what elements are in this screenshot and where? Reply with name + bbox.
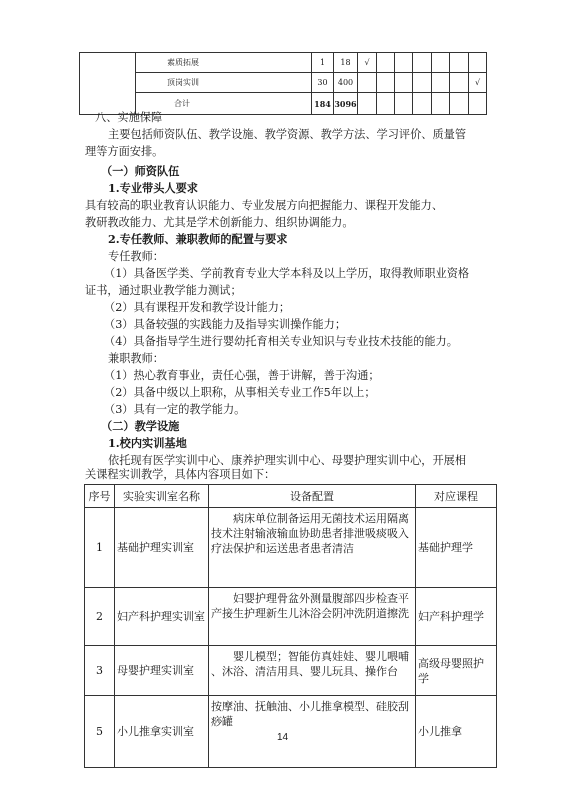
header-course: 对应课程 <box>416 485 497 508</box>
paragraph-line: 关课程实训教学，具体内容项目如下： <box>85 468 276 481</box>
table-row <box>80 73 487 93</box>
item-title: 1.专业带头人要求 <box>108 181 198 195</box>
item-title: 2.专任教师、兼职教师的配置与要求 <box>108 232 288 246</box>
total-hours: 3096 <box>334 93 358 115</box>
paragraph-line: 教研教改能力、尤其是学术创新能力、组织协调能力。 <box>85 216 354 229</box>
credits: 1 <box>312 53 334 73</box>
header-no: 序号 <box>85 485 115 508</box>
list-item: （3）具有一定的教学能力。 <box>104 403 246 416</box>
semester-mark <box>450 53 469 73</box>
course: 小儿推拿 <box>416 696 497 768</box>
lab-name: 小儿推拿实训室 <box>115 696 209 768</box>
header-name: 实验实训室名称 <box>115 485 209 508</box>
semester-mark <box>432 53 450 73</box>
lab-name: 基础护理实训室 <box>115 508 209 588</box>
total-credits: 184 <box>312 93 334 115</box>
lab-name: 妇产科护理实训室 <box>115 588 209 646</box>
list-item: （4）具备指导学生进行婴幼托育相关专业知识与专业技术技能的能力。 <box>104 335 458 348</box>
semester-mark <box>377 53 395 73</box>
semester-mark <box>432 73 450 93</box>
semester-mark <box>377 73 395 93</box>
table-row <box>85 508 497 588</box>
equipment: 按摩油、抚触油、小儿推拿模型、硅胶刮 痧罐 <box>209 696 416 768</box>
semester-mark: √ <box>469 73 487 93</box>
course: 高级母婴照护学 <box>416 646 497 696</box>
course: 基础护理学 <box>416 508 497 588</box>
table-row <box>85 646 497 696</box>
item-title: 1.校内实训基地 <box>108 436 187 450</box>
total-label: 合计 <box>136 93 312 115</box>
table-row <box>80 53 487 73</box>
category-cell <box>80 53 136 115</box>
semester-mark <box>413 73 432 93</box>
label: 兼职教师： <box>108 352 164 365</box>
subsection-heading: （一）师资队伍 <box>101 164 180 178</box>
label: 专任教师： <box>108 250 164 263</box>
semester-mark <box>469 53 487 73</box>
semester-mark <box>413 53 432 73</box>
equipment: 婴儿模型；智能仿真娃娃、婴儿喂哺 、沐浴、清洁用具、婴儿玩具、操作台 <box>209 646 416 696</box>
paragraph-line: 主要包括师资队伍、教学设施、教学资源、教学方法、学习评价、质量管 <box>108 128 467 141</box>
semester-mark <box>395 73 413 93</box>
semester-mark <box>358 73 377 93</box>
page-number: 14 <box>276 732 289 743</box>
section-heading: 八、实施保障 <box>95 111 163 124</box>
table-header-row <box>85 485 497 508</box>
course: 妇产科护理学 <box>416 588 497 646</box>
course-name: 顶岗实训 <box>136 73 312 93</box>
paragraph-line: 具有较高的职业教育认识能力、专业发展方向把握能力、课程开发能力、 <box>85 199 444 212</box>
row-no: 1 <box>85 508 115 588</box>
subsection-heading: （二）教学设施 <box>101 419 180 433</box>
credits: 30 <box>312 73 334 93</box>
list-item: （3）具备较强的实践能力及指导实训操作能力； <box>104 318 347 331</box>
row-no: 2 <box>85 588 115 646</box>
list-item: （2）具备中级以上职称，从事相关专业工作5年以上； <box>104 386 376 399</box>
course-name: 素质拓展 <box>136 53 312 73</box>
semester-mark <box>395 53 413 73</box>
row-no: 5 <box>85 696 115 768</box>
hours: 18 <box>334 53 358 73</box>
table-row <box>85 588 497 646</box>
list-item: 证书，通过职业教学能力测试； <box>85 284 242 297</box>
list-item: （1）热心教育事业，责任心强，善于讲解，善于沟通； <box>104 369 380 382</box>
semester-mark <box>450 73 469 93</box>
header-equipment: 设备配置 <box>209 485 416 508</box>
list-item: （1）具备医学类、学前教育专业大学本科及以上学历，取得教师职业资格 <box>104 267 470 280</box>
semester-mark: √ <box>358 53 377 73</box>
paragraph-line: 理等方面安排。 <box>85 145 164 158</box>
training-lab-table <box>84 484 497 768</box>
row-no: 3 <box>85 646 115 696</box>
paragraph-line: 依托现有医学实训中心、康养护理实训中心、母婴护理实训中心，开展相 <box>108 454 467 467</box>
list-item: （2）具有课程开发和教学设计能力； <box>104 301 291 314</box>
lab-name: 母婴护理实训室 <box>115 646 209 696</box>
course-hours-table <box>79 52 487 115</box>
equipment: 妇婴护理骨盆外测量腹部四步检查平 产接生护理新生儿沐浴会阴冲洗阴道擦洗 <box>209 588 416 646</box>
equipment: 病床单位制备运用无菌技术运用隔离 技术注射输液输血协助患者排泄吸痰吸入 疗法保护和运送患者患者清洁 <box>209 508 416 588</box>
hours: 400 <box>334 73 358 93</box>
